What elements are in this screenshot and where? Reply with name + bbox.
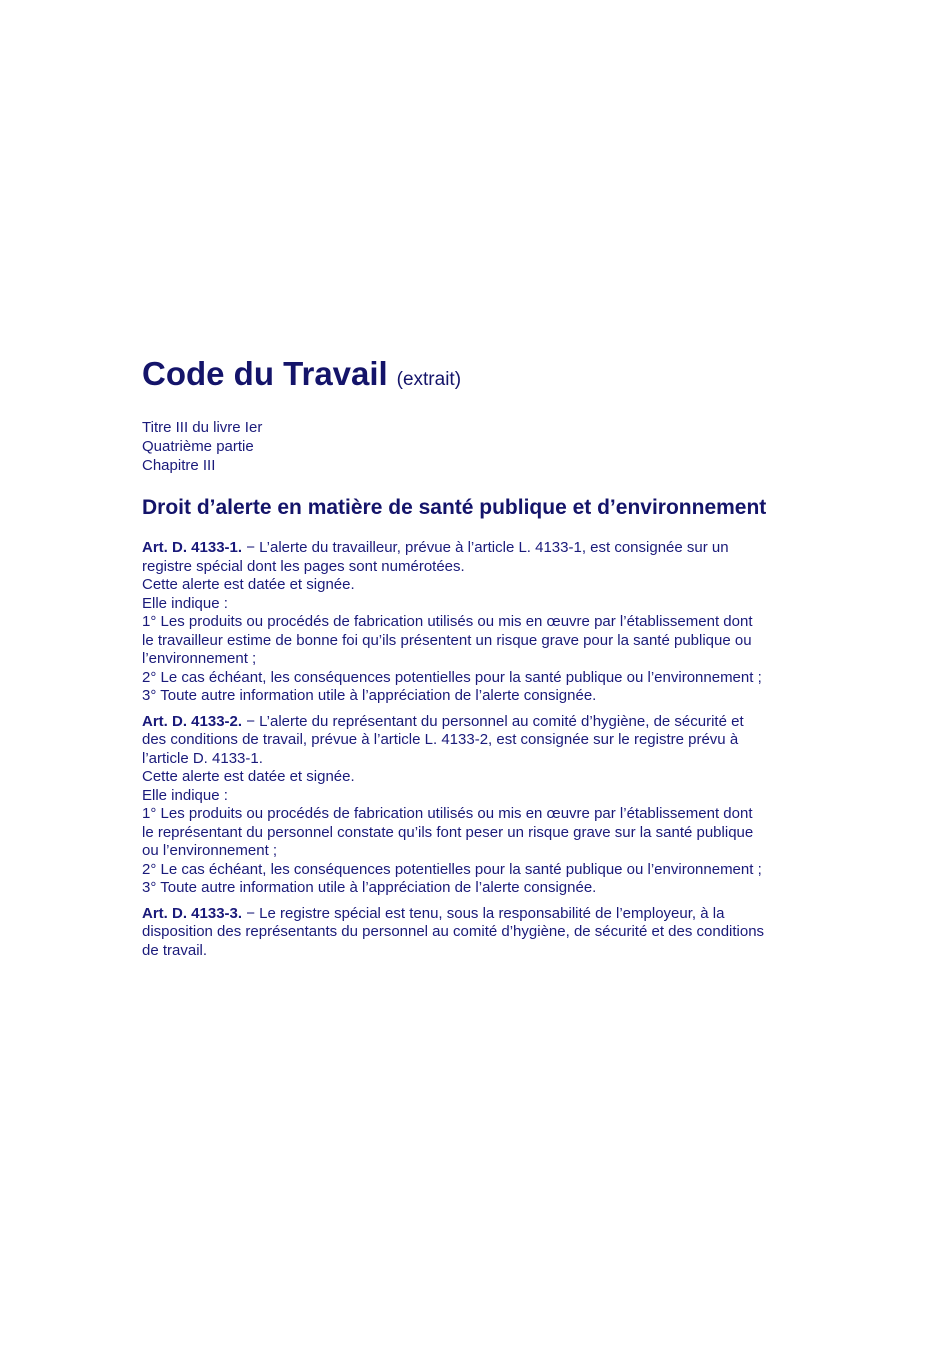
- article-line: disposition des représentants du personnel au comité d’hygiène, de sécurité et des conditions: [142, 923, 765, 941]
- article-line: l’article D. 4133-1.: [142, 749, 263, 767]
- title-main: Code du Travail: [142, 355, 388, 392]
- article: [142, 905, 822, 961]
- article-line: ou l’environnement ;: [142, 842, 278, 860]
- document-title: [142, 352, 822, 402]
- article-reference: Art. D. 4133-2.: [142, 712, 243, 730]
- article-reference: Art. D. 4133-3.: [142, 904, 243, 922]
- section-heading: Droit d’alerte en matière de santé publique et d’environnement: [142, 496, 767, 519]
- article-line: [142, 905, 822, 924]
- meta-line: Titre III du livre Ier: [142, 419, 263, 436]
- article-line: Elle indique :: [142, 594, 228, 612]
- article-line: 2° Le cas échéant, les conséquences potentielles pour la santé publique ou l’environnement ;: [142, 668, 762, 686]
- article-line: 1° Les produits ou procédés de fabrication utilisés ou mis en œuvre par l’établissement dont: [142, 805, 753, 823]
- article-line: Elle indique :: [142, 786, 228, 804]
- meta-line: Chapitre III: [142, 457, 216, 474]
- article-line: le représentant du personnel constate qu’ils font peser un risque grave sur la santé publique: [142, 823, 754, 841]
- articles-list: [142, 539, 822, 960]
- article-line: [142, 539, 822, 558]
- document-meta: [142, 418, 822, 475]
- document-page: [142, 352, 822, 960]
- meta-line: Quatrième partie: [142, 438, 254, 455]
- article: [142, 713, 822, 898]
- article-line: l’environnement ;: [142, 650, 257, 668]
- article-text: − L’alerte du représentant du personnel au comité d’hygiène, de sécurité et: [242, 712, 744, 730]
- title-suffix: (extrait): [396, 369, 462, 390]
- article-line: 3° Toute autre information utile à l’appréciation de l’alerte consignée.: [142, 687, 597, 705]
- article-reference: Art. D. 4133-1.: [142, 539, 243, 557]
- article-line: 2° Le cas échéant, les conséquences potentielles pour la santé publique ou l’environnement ;: [142, 860, 762, 878]
- article-line: le travailleur estime de bonne foi qu’ils présentent un risque grave pour la santé publique ou: [142, 631, 752, 649]
- article-line: Cette alerte est datée et signée.: [142, 576, 355, 594]
- article: [142, 539, 822, 706]
- article-text: − Le registre spécial est tenu, sous la responsabilité de l’employeur, à la: [242, 904, 725, 922]
- article-line: des conditions de travail, prévue à l’article L. 4133-2, est consignée sur le registre prévu à: [142, 731, 739, 749]
- article-line: 3° Toute autre information utile à l’appréciation de l’alerte consignée.: [142, 879, 597, 897]
- article-line: Cette alerte est datée et signée.: [142, 768, 355, 786]
- article-text: − L’alerte du travailleur, prévue à l’article L. 4133-1, est consignée sur un: [242, 539, 729, 557]
- article-line: de travail.: [142, 941, 208, 959]
- article-line: 1° Les produits ou procédés de fabrication utilisés ou mis en œuvre par l’établissement dont: [142, 613, 753, 631]
- article-line: registre spécial dont les pages sont numérotées.: [142, 557, 465, 575]
- article-line: [142, 713, 822, 732]
